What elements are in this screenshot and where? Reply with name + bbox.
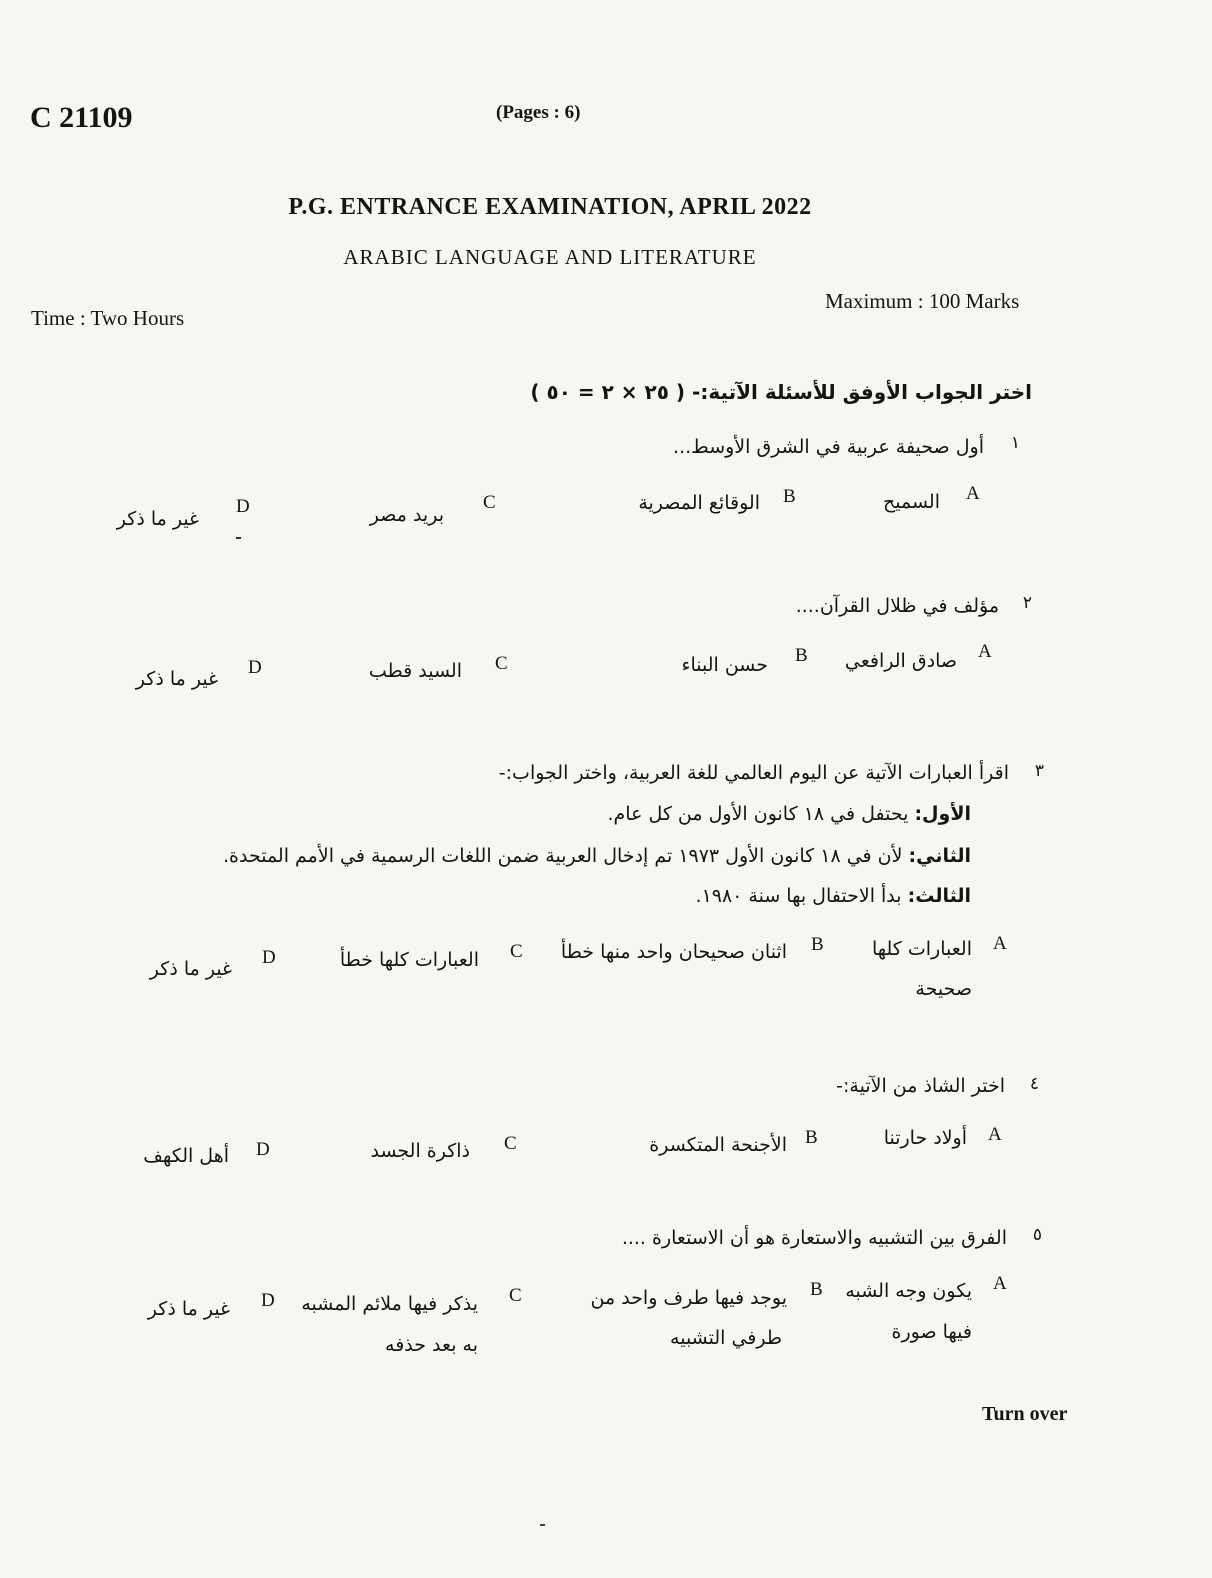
option-letter-b: B [805,1127,818,1148]
option-a: العبارات كلها [871,938,972,960]
question-text: اختر الشاذ من الآتية:- [836,1075,1005,1097]
option-c: يذكر فيها ملائم المشبه [301,1293,478,1315]
question-number: ٣ [1034,761,1044,781]
option-c: بريد مصر [369,504,444,526]
option-d: أهل الكهف [143,1145,229,1167]
option-a: أولاد حارتنا [883,1127,967,1149]
option-letter-a: A [978,641,992,662]
option-a: السميح [883,491,940,513]
option-letter-a: A [993,1273,1007,1294]
question-number: ٤ [1029,1074,1039,1094]
stray-mark [540,1524,545,1526]
page-count: (Pages : 6) [496,102,581,123]
option-letter-a: A [988,1124,1002,1145]
question-text: مؤلف في ظلال القرآن.... [795,595,999,617]
option-letter-c: C [483,492,496,513]
option-b: الأجنحة المتكسرة [649,1134,787,1156]
option-letter-b: B [811,934,824,955]
option-letter-b: B [810,1279,823,1300]
option-letter-b: B [783,486,796,507]
statement-2: الثاني: لأن في ١٨ كانون الأول ١٩٧٣ تم إدخال العربية ضمن اللغات الرسمية في الأمم المتحدة. [222,845,971,867]
option-a-continued: صحيحة [915,978,972,1000]
subject-title: ARABIC LANGUAGE AND LITERATURE [343,245,757,269]
maximum-marks: Maximum : 100 Marks [825,289,1020,313]
option-c: السيد قطب [368,660,462,682]
option-d: غير ما ذكر [147,1298,230,1320]
option-b: حسن البناء [681,654,768,676]
question-text: الفرق بين التشبيه والاستعارة هو أن الاستعارة .... [621,1227,1007,1249]
question-number: ٥ [1032,1225,1042,1245]
option-c: ذاكرة الجسد [370,1140,470,1162]
option-letter-a: A [966,483,980,504]
instruction: اختر الجواب الأوفق للأسئلة الآتية:- ( ٢٥ × ٢ = ٥٠ ) [530,380,1032,404]
statement-3: الثالث: بدأ الاحتفال بها سنة ١٩٨٠. [695,885,971,907]
option-letter-c: C [509,1285,522,1306]
option-letter-c: C [504,1133,517,1154]
paper-code: C 21109 [30,101,133,134]
option-b: اثنان صحيحان واحد منها خطأ [560,941,787,963]
option-a: يكون وجه الشبه [845,1280,972,1302]
stray-mark [236,537,241,539]
statement-1: الأول: يحتفل في ١٨ كانون الأول من كل عام. [607,803,971,825]
option-d: غير ما ذكر [116,508,199,530]
option-letter-c: C [510,941,523,962]
option-letter-d: D [248,657,262,678]
question-number: ١ [1010,433,1020,453]
turn-over-note: Turn over [982,1403,1068,1425]
option-b-continued: طرفي التشبيه [670,1327,782,1349]
option-letter-a: A [993,933,1007,954]
option-letter-d: D [261,1290,275,1311]
option-letter-d: D [256,1139,270,1160]
option-a-continued: فيها صورة [891,1321,972,1343]
option-letter-c: C [495,653,508,674]
question-number: ٢ [1022,593,1032,613]
option-d: غير ما ذكر [135,668,218,690]
option-b: يوجد فيها طرف واحد من [590,1287,787,1309]
question-text: أول صحيفة عربية في الشرق الأوسط... [673,436,984,458]
option-c: العبارات كلها خطأ [339,949,479,971]
option-a: صادق الرافعي [844,650,957,672]
option-d: غير ما ذكر [149,958,232,980]
option-letter-b: B [795,645,808,666]
option-c-continued: به بعد حذفه [385,1334,478,1356]
time-allowed: Time : Two Hours [31,306,185,330]
option-b: الوقائع المصرية [638,492,760,514]
option-letter-d: D [262,947,276,968]
question-text: اقرأ العبارات الآتية عن اليوم العالمي للغة العربية، واختر الجواب:- [498,762,1009,784]
option-letter-d: D [236,496,250,517]
exam-title: P.G. ENTRANCE EXAMINATION, APRIL 2022 [288,194,812,220]
